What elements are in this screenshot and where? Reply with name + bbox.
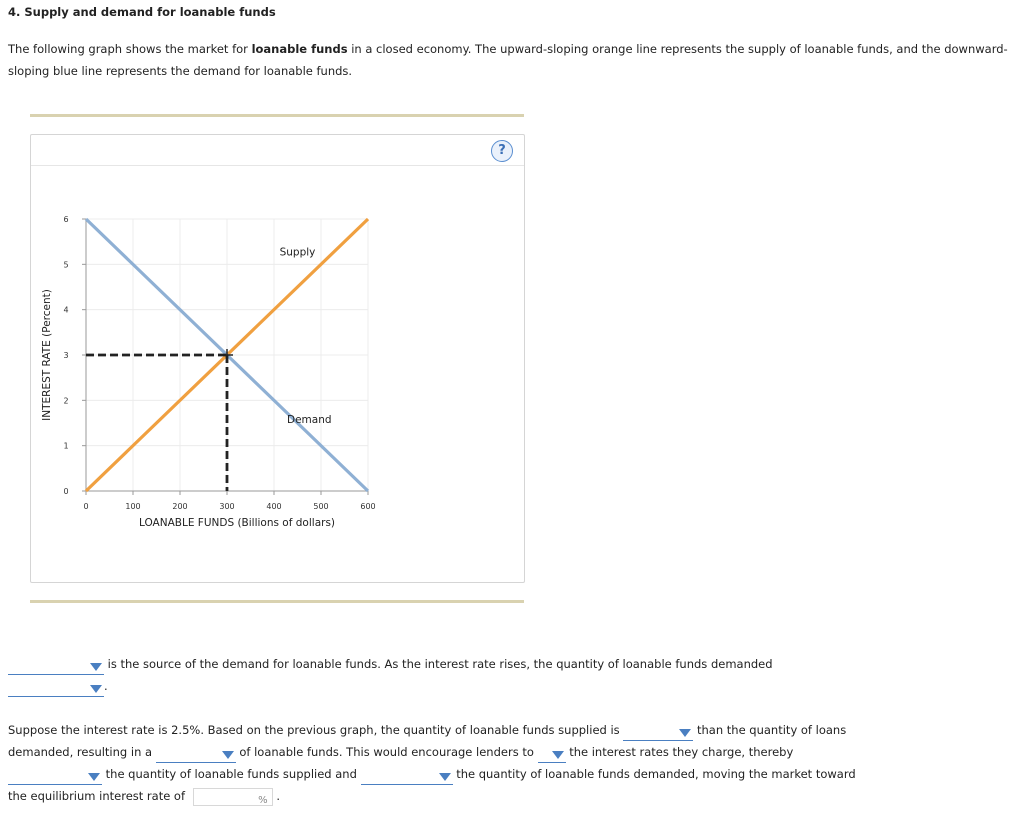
equilibrium-rate-input[interactable] xyxy=(193,788,273,806)
q2-text-2: than the quantity of loans xyxy=(696,723,847,737)
intro-part-2: in a closed economy. The upward-sloping orange line represents the supply of loanable funds, and the downward-sloping blue line represents the demand for loanable funds. xyxy=(8,42,1008,78)
question-1-line-1 xyxy=(8,654,1018,675)
supply-label: Supply xyxy=(279,246,316,259)
surplus-shortage-dropdown[interactable] xyxy=(156,747,236,763)
x-tick-label: 500 xyxy=(313,502,329,511)
question-2-line-3 xyxy=(8,764,1018,785)
source-dropdown[interactable] xyxy=(8,659,104,675)
y-tick-label: 1 xyxy=(63,441,69,451)
quantity-demanded-dropdown[interactable] xyxy=(8,681,104,697)
question-2-line-1 xyxy=(8,720,1018,741)
x-tick-label: 0 xyxy=(83,502,89,511)
bottom-divider xyxy=(30,600,524,603)
q2-text-5: the interest rates they charge, thereby xyxy=(569,745,794,759)
chevron-down-icon xyxy=(552,751,564,759)
q2-text-1: Suppose the interest rate is 2.5%. Based on the previous graph, the quantity of loanable funds supplied is xyxy=(8,723,620,737)
chevron-down-icon xyxy=(90,685,102,693)
y-tick-label: 5 xyxy=(63,260,69,270)
question-heading: 4. Supply and demand for loanable funds xyxy=(8,5,276,19)
question-2-line-2 xyxy=(8,742,1018,763)
x-tick-label: 400 xyxy=(266,502,282,511)
question-2-line-4 xyxy=(8,786,1018,807)
y-tick-label: 3 xyxy=(63,351,69,360)
x-axis-label: LOANABLE FUNDS (Billions of dollars) xyxy=(138,517,336,529)
supplied-change-dropdown[interactable] xyxy=(8,769,102,785)
x-tick-label: 600 xyxy=(360,502,376,511)
chevron-down-icon xyxy=(90,663,102,671)
supplied-comparison-dropdown[interactable] xyxy=(623,725,693,741)
intro-bold: loanable funds xyxy=(251,42,348,56)
y-tick-label: 0 xyxy=(63,487,69,496)
q1-text-1: is the source of the demand for loanable funds. As the interest rate rises, the quantity of loanable funds demanded xyxy=(107,657,773,671)
demanded-change-dropdown[interactable] xyxy=(361,769,453,785)
y-tick-label: 2 xyxy=(63,396,69,406)
x-tick-label: 200 xyxy=(172,502,188,511)
x-tick-label: 300 xyxy=(219,502,235,511)
chevron-down-icon xyxy=(679,729,691,737)
q2-text-6: the quantity of loanable funds supplied and xyxy=(105,767,357,781)
lenders-action-dropdown[interactable] xyxy=(538,747,566,763)
question-1-line-2 xyxy=(8,676,1018,697)
q1-text-2: . xyxy=(104,679,108,693)
chevron-down-icon xyxy=(222,751,234,759)
percent-unit: % xyxy=(258,794,268,806)
y-tick-label: 6 xyxy=(63,215,69,224)
q2-text-7: the quantity of loanable funds demanded, moving the market toward xyxy=(456,767,856,781)
chart-labels xyxy=(41,246,335,529)
y-tick-label: 4 xyxy=(63,305,69,315)
help-icon[interactable]: ? xyxy=(491,140,513,162)
chevron-down-icon xyxy=(88,773,100,781)
q2-text-8: the equilibrium interest rate of xyxy=(8,789,186,803)
demand-label: Demand xyxy=(286,414,332,426)
chevron-down-icon xyxy=(439,773,451,781)
q2-text-4: of loanable funds. This would encourage lenders to xyxy=(239,745,534,759)
q2-text-end: . xyxy=(276,789,280,803)
intro-part-1: The following graph shows the market for xyxy=(8,42,252,56)
y-axis-label: INTEREST RATE (Percent) xyxy=(41,289,53,421)
q2-text-3: demanded, resulting in a xyxy=(8,745,153,759)
x-tick-label: 100 xyxy=(125,502,141,511)
